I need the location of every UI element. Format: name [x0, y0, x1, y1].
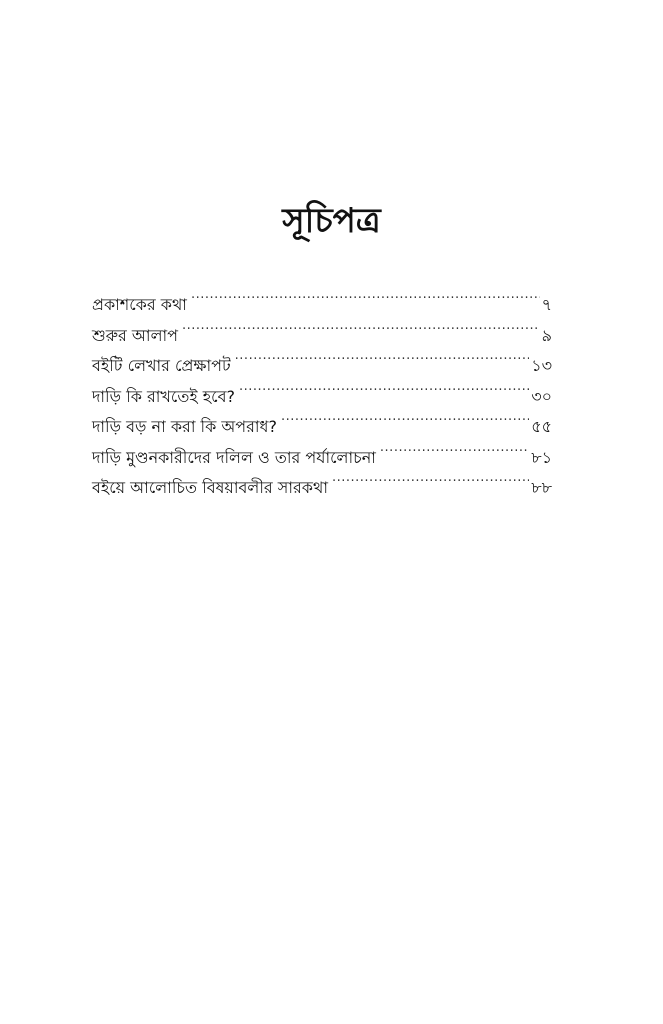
- toc-entry-title: দাড়ি মুণ্ডনকারীদের দলিল ও তার পর্যালোচনা: [92, 447, 376, 467]
- toc-entry-title: দাড়ি কি রাখতেই হবে?: [92, 386, 236, 406]
- toc-entry-title: প্রকাশকের কথা: [92, 295, 187, 314]
- toc-dot-leader: [235, 341, 530, 371]
- toc-dot-leader: [239, 372, 529, 402]
- toc-dot-leader: [380, 433, 529, 463]
- toc-entry-title: শুরুর আলাপ: [92, 325, 179, 345]
- toc-dot-leader: [182, 311, 540, 341]
- toc-entry[interactable]: [92, 280, 552, 314]
- toc-entry-page: ৮৮: [531, 478, 552, 497]
- toc-dot-leader: [191, 280, 540, 310]
- toc-entry-page: ৭: [541, 295, 552, 314]
- toc-entry-page: ৫৫: [531, 417, 552, 436]
- toc-dot-leader: [332, 463, 529, 493]
- toc-dot-leader: [281, 402, 529, 432]
- table-of-contents: [92, 280, 552, 497]
- toc-entry-page: ১৩: [531, 356, 552, 375]
- toc-entry-page: ৩০: [531, 386, 552, 406]
- page-title: সূচিপত্র: [282, 201, 381, 241]
- toc-entry-page: ৮১: [531, 447, 552, 467]
- toc-entry-title: বইয়ে আলোচিত বিষয়াবলীর সারকথা: [92, 478, 328, 497]
- toc-entry-title: দাড়ি বড় না করা কি অপরাধ?: [92, 417, 278, 436]
- toc-entry-page: ৯: [541, 325, 552, 345]
- toc-entry-title: বইটি লেখার প্রেক্ষাপট: [92, 356, 231, 375]
